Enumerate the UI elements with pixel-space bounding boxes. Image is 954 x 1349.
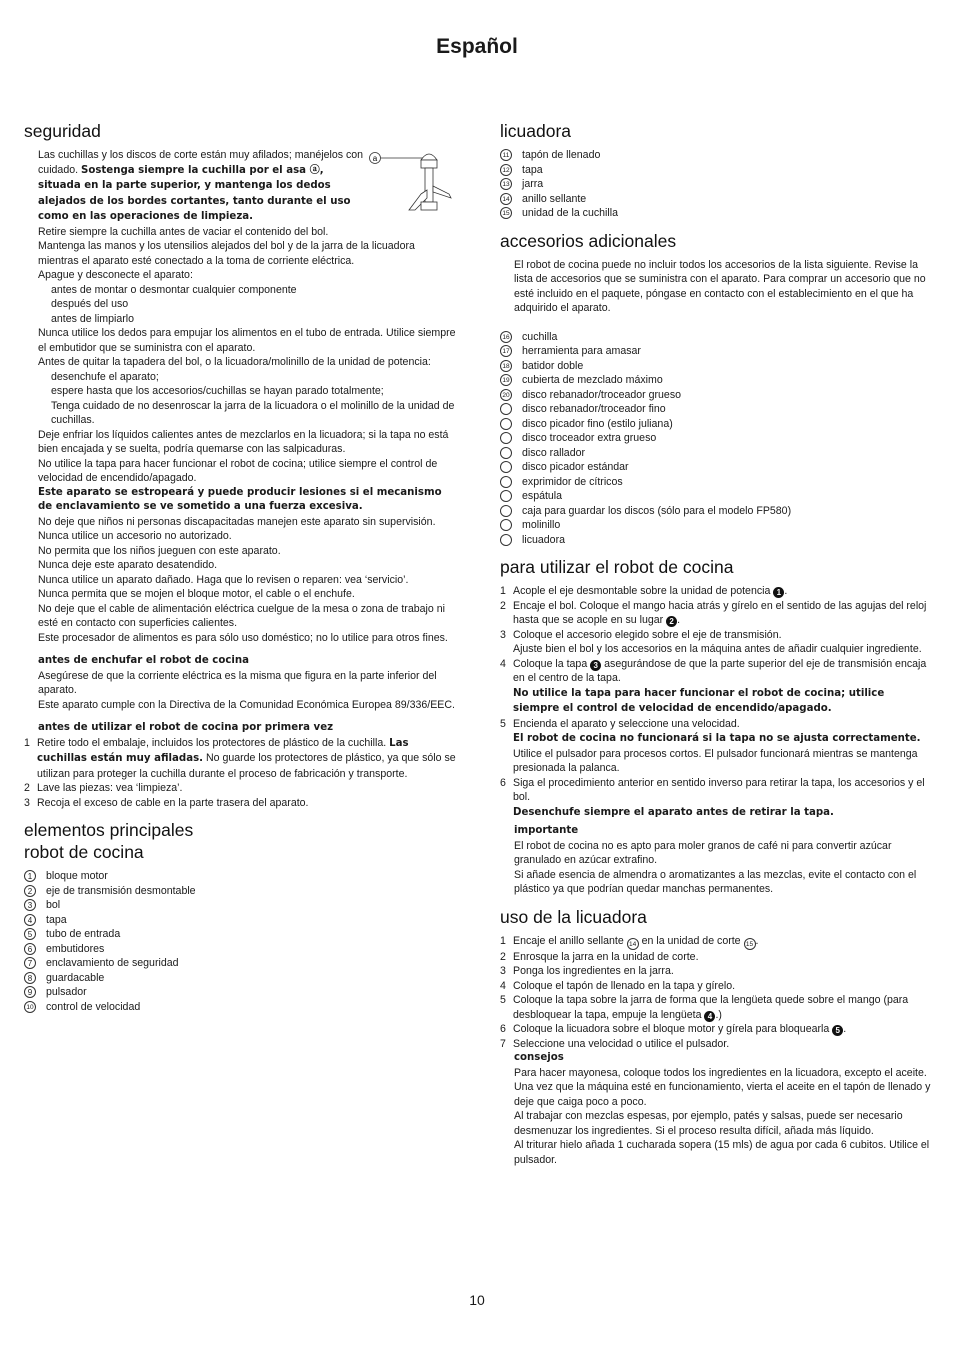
list-item xyxy=(24,927,456,942)
usage-step-4: Coloque la tapa xyxy=(513,657,588,670)
safety-subitem: antes de montar o desmontar cualquier componente xyxy=(51,283,297,296)
item-number: 10 xyxy=(24,1001,36,1013)
safety-line: Nunca deje este aparato desatendido. xyxy=(38,559,218,571)
list-item xyxy=(500,460,932,475)
list-item xyxy=(500,148,932,163)
list-item xyxy=(500,206,932,221)
blade-label: a xyxy=(372,154,378,163)
list-item xyxy=(500,373,932,388)
usage-step: 5 Encienda el aparato y seleccione una velocidad. El robot de cocina no funcionará si la tapa no se ajusta correctamente. Utilice el pulsador para procesos cortos. El pulsador funcionará mientras se mantenga presionada la palanca. xyxy=(500,717,921,774)
list-item xyxy=(500,533,932,548)
list-item xyxy=(24,985,456,1000)
list-item xyxy=(24,898,456,913)
blender-step: 7 Seleccione una velocidad o utilice el pulsador. xyxy=(500,1037,730,1050)
safety-subitem: espere hasta que los accesorios/cuchillas se hayan parado totalmente; xyxy=(51,385,384,397)
item-label: licuadora xyxy=(522,533,565,546)
item-number: 12 xyxy=(500,164,512,176)
first-use-step: 1 Retire todo el embalaje, incluidos los protectores de plástico de la cuchilla. Las cuchillas están muy afiladas. No guarde los protectores de plástico, ya que sólo se utilizan para proteger la cuchilla durante el proceso de fabricación y transporte. xyxy=(24,736,456,780)
blender-step: 4 Coloque el tapón de llenado en la tapa y gírelo. xyxy=(500,979,736,992)
licuadora-list xyxy=(500,148,932,221)
item-number: 15 xyxy=(744,938,756,950)
safety-warning: Este aparato se estropeará y puede producir lesiones si el mecanismo de enclavamiento se ve sometido a una fuerza excesiva. xyxy=(38,486,442,512)
item-number xyxy=(500,432,512,444)
first-use-step-1-rest: No guarde los protectores de plástico, ya que sólo se utilizan para proteger la cuchilla durante el proceso de fabricación y transporte. xyxy=(37,752,456,780)
first-use-step-1: Retire todo el embalaje, incluidos los protectores de plástico de la cuchilla. xyxy=(37,736,387,749)
list-item xyxy=(500,330,932,345)
list-item xyxy=(500,359,932,374)
item-number: 17 xyxy=(500,345,512,357)
list-item xyxy=(500,192,932,207)
enchufar-heading: antes de enchufar el robot de cocina xyxy=(38,655,249,666)
list-item xyxy=(500,518,932,533)
blade-illustration xyxy=(369,150,459,236)
item-number: 6 xyxy=(24,943,36,955)
item-label: tubo de entrada xyxy=(46,928,121,940)
usage-step-3b: Ajuste bien el bol y los accesorios en la máquina antes de añadir cualquier ingrediente. xyxy=(513,643,922,655)
item-number: 15 xyxy=(500,207,512,219)
list-item xyxy=(24,971,456,986)
item-label: herramienta para amasar xyxy=(522,345,641,357)
safety-line: Nunca utilice un accesorio no autorizado. xyxy=(38,530,232,542)
consejos-line: Al triturar hielo añada 1 cucharada sopera (15 mls) de agua por cada 6 cubitos. Utilice el pulsador. xyxy=(514,1139,930,1166)
item-number: 1 xyxy=(24,870,36,882)
item-label: disco picador estándar xyxy=(522,461,629,473)
blender-step: 5 Coloque la tapa sobre la jarra de forma que la lengüeta quede sobre el mango (para desbloquear la tapa, empuje la lengüeta 4 .) xyxy=(500,994,909,1021)
importante-line: El robot de cocina no es apto para moler granos de café ni para convertir azúcar granulado en azúcar extrafino. xyxy=(514,839,892,866)
figure-ref-icon: 4 xyxy=(704,1011,715,1022)
figure-ref-icon: 2 xyxy=(666,616,677,627)
item-number: 13 xyxy=(500,178,512,190)
item-label: batidor doble xyxy=(522,359,584,372)
usage-step-5-warning: El robot de cocina no funcionará si la tapa no se ajusta correctamente. xyxy=(513,733,921,744)
item-label: molinillo xyxy=(522,519,561,531)
item-label: enclavamiento de seguridad xyxy=(46,957,179,969)
page-title: Español xyxy=(436,35,518,58)
usage-step: 3 Coloque el accesorio elegido sobre el eje de transmisión. Ajuste bien el bol y los accesorios en la máquina antes de añadir cualquier ingrediente. xyxy=(500,628,922,655)
item-label: pulsador xyxy=(46,986,87,998)
item-number xyxy=(500,403,512,415)
usage-step-5: Encienda el aparato y seleccione una velocidad. xyxy=(513,717,740,730)
item-label: exprimidor de cítricos xyxy=(522,475,623,488)
list-item xyxy=(500,446,932,461)
list-item xyxy=(500,489,932,504)
item-number: 16 xyxy=(500,331,512,343)
item-label: espátula xyxy=(522,490,563,502)
list-item xyxy=(500,504,932,519)
usage-step: 1 Acople el eje desmontable sobre la unidad de potencia 1 . xyxy=(500,585,788,597)
safety-line: Mantenga las manos y los utensilios alejados del bol y de la jarra de la licuadora mientras el aparato esté conectado a la toma de corriente eléctrica. xyxy=(38,240,415,267)
item-number: 4 xyxy=(24,914,36,926)
item-number xyxy=(500,418,512,430)
first-use-step-2: Lave las piezas: vea ‘limpieza’. xyxy=(37,782,183,794)
item-number xyxy=(500,447,512,459)
item-label: disco rebanador/troceador grueso xyxy=(522,388,682,401)
safety-intro-bold: Sostenga siempre la cuchilla por el asa ⓐ, situada en la parte superior, y mantenga los dedos alejados de los bordes cortantes, tanto durante el uso como en las operaciones de limpieza. xyxy=(38,164,351,222)
item-label: anillo sellante xyxy=(522,192,587,205)
figure-ref-icon: 5 xyxy=(832,1025,843,1036)
list-item xyxy=(500,177,932,192)
usage-step-3: Coloque el accesorio elegido sobre el eje de transmisión. xyxy=(513,628,782,641)
item-label: cuchilla xyxy=(522,330,558,343)
safety-line: Nunca utilice los dedos para empujar los alimentos en el tubo de entrada. Utilice siempre el embutidor que se suministra con el aparato. xyxy=(38,327,456,354)
first-use-step-3: Recoja el exceso de cable en la parte trasera del aparato. xyxy=(37,796,309,809)
item-number xyxy=(500,534,512,546)
list-item xyxy=(24,913,456,928)
section-heading-uso-licuadora: uso de la licuadora xyxy=(500,906,647,927)
safety-line: Nunca utilice un aparato dañado. Haga que lo revisen o reparen: vea ‘servicio’. xyxy=(38,573,409,586)
item-number xyxy=(500,519,512,531)
blender-step: 6 Coloque la licuadora sobre el bloque motor y gírela para bloquearla 5 . xyxy=(500,1023,847,1035)
blender-step: 2 Enrosque la jarra en la unidad de corte. xyxy=(500,950,699,963)
usage-step-5b: Utilice el pulsador para procesos cortos. El pulsador funcionará mientras se mantenga presionada la palanca. xyxy=(513,747,918,774)
elementos-list xyxy=(24,869,456,1014)
section-subheading-robot: robot de cocina xyxy=(24,842,144,862)
item-label: disco rallador xyxy=(522,446,586,459)
item-label: unidad de la cuchilla xyxy=(522,207,619,219)
figure-ref-icon: 1 xyxy=(773,587,784,598)
item-number: 8 xyxy=(24,972,36,984)
item-label: guardacable xyxy=(46,971,105,984)
item-label: tapón de llenado xyxy=(522,149,601,161)
item-label: bloque motor xyxy=(46,870,108,882)
right-column xyxy=(500,120,932,1167)
page-number: 10 xyxy=(469,1292,485,1308)
item-number xyxy=(500,476,512,488)
safety-line: No deje que niños ni personas discapacitadas manejen este aparato sin supervisión. xyxy=(38,515,436,528)
item-label: embutidores xyxy=(46,942,105,955)
first-use-step: 3 Recoja el exceso de cable en la parte trasera del aparato. xyxy=(24,796,456,811)
list-item xyxy=(500,402,932,417)
safety-line: No deje que el cable de alimentación eléctrica cuelgue de la mesa o zona de trabajo ni esté en contacto con superficies calientes. xyxy=(38,602,445,629)
item-number: 7 xyxy=(24,957,36,969)
item-number: 11 xyxy=(500,149,512,161)
section-heading-seguridad: seguridad xyxy=(24,121,101,141)
item-label: disco rebanador/troceador fino xyxy=(522,403,666,415)
safety-subitem: después del uso xyxy=(51,298,129,310)
item-label: jarra xyxy=(522,178,544,190)
accesorios-list xyxy=(500,330,932,548)
item-label: caja para guardar los discos (sólo para el modelo FP580) xyxy=(522,504,792,517)
safety-intro: Las cuchillas y los discos de corte están muy afilados; manéjelos con cuidado. xyxy=(38,149,364,176)
item-number xyxy=(500,461,512,473)
usage-step: 6 Siga el procedimiento anterior en sentido inverso para retirar la tapa, los accesorios y el bol. Desenchufe siempre el aparato antes de retirar la tapa. xyxy=(500,776,925,818)
item-label: tapa xyxy=(522,163,543,176)
usage-step-6-warning: Desenchufe siempre el aparato antes de retirar la tapa. xyxy=(513,806,834,818)
list-item xyxy=(500,417,932,432)
item-number: 3 xyxy=(24,899,36,911)
section-heading-licuadora: licuadora xyxy=(500,121,572,141)
section-heading-utilizar: para utilizar el robot de cocina xyxy=(500,557,734,577)
list-item xyxy=(500,475,932,490)
usage-step: 2 Encaje el bol. Coloque el mango hacia atrás y gírelo en el sentido de las agujas del reloj hasta que se acople en su lugar 2 . xyxy=(500,599,927,626)
safety-line: Apague y desconecte el aparato: xyxy=(38,269,193,281)
item-number: 18 xyxy=(500,360,512,372)
item-label: disco troceador extra grueso xyxy=(522,432,657,444)
item-number: 19 xyxy=(500,374,512,386)
usage-step-6: Siga el procedimiento anterior en sentido inverso para retirar la tapa, los accesorios y el bol. xyxy=(513,776,925,803)
item-number xyxy=(500,505,512,517)
safety-line: Nunca permita que se mojen el bloque motor, el cable o el enchufe. xyxy=(38,588,355,600)
safety-subitem: antes de limpiarlo xyxy=(51,312,135,325)
list-item xyxy=(24,942,456,957)
list-item xyxy=(500,431,932,446)
safety-line: Retire siempre la cuchilla antes de vaciar el contenido del bol. xyxy=(38,225,329,238)
list-item xyxy=(500,344,932,359)
item-label: bol xyxy=(46,899,61,911)
safety-line: No permita que los niños jueguen con este aparato. xyxy=(38,544,281,557)
blender-step: 3 Ponga los ingredientes en la jarra. xyxy=(500,965,674,977)
item-label: control de velocidad xyxy=(46,1000,141,1013)
enchufar-line: Asegúrese de que la corriente eléctrica es la misma que figura en la parte inferior del aparato. xyxy=(38,669,437,696)
section-heading-accesorios: accesorios adicionales xyxy=(500,230,677,251)
item-label: tapa xyxy=(46,913,67,926)
item-number: 14 xyxy=(500,193,512,205)
usage-step: 4 Coloque la tapa 3 asegurándose de que la parte superior del eje de transmisión encaja en el centro de la tapa. No utilice la tapa para hacer funcionar el robot de cocina; utilice siempre el control de velocidad de encendido/apagado. xyxy=(500,657,927,714)
list-item xyxy=(500,163,932,178)
list-item xyxy=(24,956,456,971)
primera-vez-heading: antes de utilizar el robot de cocina por primera vez xyxy=(38,722,334,733)
safety-line: No utilice la tapa para hacer funcionar el robot de cocina; utilice siempre el control de velocidad de encendido/apagado. xyxy=(38,457,438,484)
usage-step-4-warning: No utilice la tapa para hacer funcionar el robot de cocina; utilice siempre el control de velocidad de encendido/apagado. xyxy=(513,687,885,714)
list-item xyxy=(500,388,932,403)
item-number: 5 xyxy=(24,928,36,940)
importante-line: Si añade esencia de almendra o aromatizantes a las mezclas, evite el contacto con el plástico ya que podrían quedar manchas permanentes. xyxy=(514,868,917,895)
item-label: eje de transmisión desmontable xyxy=(46,884,196,897)
first-use-step: 2 Lave las piezas: vea ‘limpieza’. xyxy=(24,781,456,796)
item-number: 20 xyxy=(500,389,512,401)
safety-line: Este procesador de alimentos es para sólo uso doméstico; no lo utilice para otros fines. xyxy=(38,631,448,644)
item-number xyxy=(500,490,512,502)
item-number: 2 xyxy=(24,885,36,897)
importante-heading: importante xyxy=(514,825,579,836)
section-heading-elementos: elementos principales xyxy=(24,820,194,840)
usage-step-2: Encaje el bol. Coloque el mango hacia atrás y gírelo en el sentido de las agujas del reloj hasta que se acople en su lugar xyxy=(513,599,927,626)
blender-step: 1 Encaje el anillo sellante 14 en la unidad de corte 15 . xyxy=(500,934,759,948)
enchufar-line: Este aparato cumple con la Directiva de la Comunidad Económica Europea 89/336/EEC. xyxy=(38,698,455,711)
usage-step-1: Acople el eje desmontable sobre la unidad de potencia xyxy=(513,585,771,597)
item-number: 14 xyxy=(627,938,639,950)
item-label: disco picador fino (estilo juliana) xyxy=(522,417,673,430)
consejos-line: Al trabajar con mezclas espesas, por ejemplo, patés y salsas, puede ser necesario desmenuzar los ingredientes. Si el proceso resulta difícil, añada más líquido. xyxy=(514,1110,903,1137)
accesorios-intro: El robot de cocina puede no incluir todos los accesorios de la lista siguiente. Revise la lista de accesorios que se suministra con el aparato. Para comprar un accesorio que no esté incluido en el paquete, póngase en contacto con el establecimiento en el que ha adquirido el aparato. xyxy=(514,258,926,314)
first-use-step-1-bold: Las cuchillas están muy afiladas. xyxy=(37,737,409,764)
item-label: cubierta de mezclado máximo xyxy=(522,374,663,386)
list-item xyxy=(24,884,456,899)
consejos-heading: consejos xyxy=(514,1052,564,1063)
consejos-line: Para hacer mayonesa, coloque todos los ingredientes en la licuadora, excepto el aceite. Una vez que la máquina esté en funcionamiento, vierta el aceite en el tapón de llenado y deje que caiga poco a poco. xyxy=(514,1066,931,1108)
safety-line: Antes de quitar la tapadera del bol, o la licuadora/molinillo de la unidad de potencia: xyxy=(38,356,431,368)
safety-line: Deje enfriar los líquidos calientes antes de mezclarlos en la licuadora; si la tapa no está bien encajada y se suelta, podría quemarse con las salpicaduras. xyxy=(38,428,449,455)
left-column xyxy=(24,120,456,1014)
item-number: 9 xyxy=(24,986,36,998)
safety-subitem: Tenga cuidado de no desenroscar la jarra de la licuadora o el molinillo de la unidad de cuchillas. xyxy=(51,399,455,426)
usage-step-4b: asegurándose de que la parte superior del eje de transmisión encaja en el centro de la tapa. xyxy=(513,657,927,684)
safety-subitem: desenchufe el aparato; xyxy=(51,370,159,383)
list-item xyxy=(24,1000,456,1015)
figure-ref-icon: 3 xyxy=(590,660,601,671)
list-item xyxy=(24,869,456,884)
